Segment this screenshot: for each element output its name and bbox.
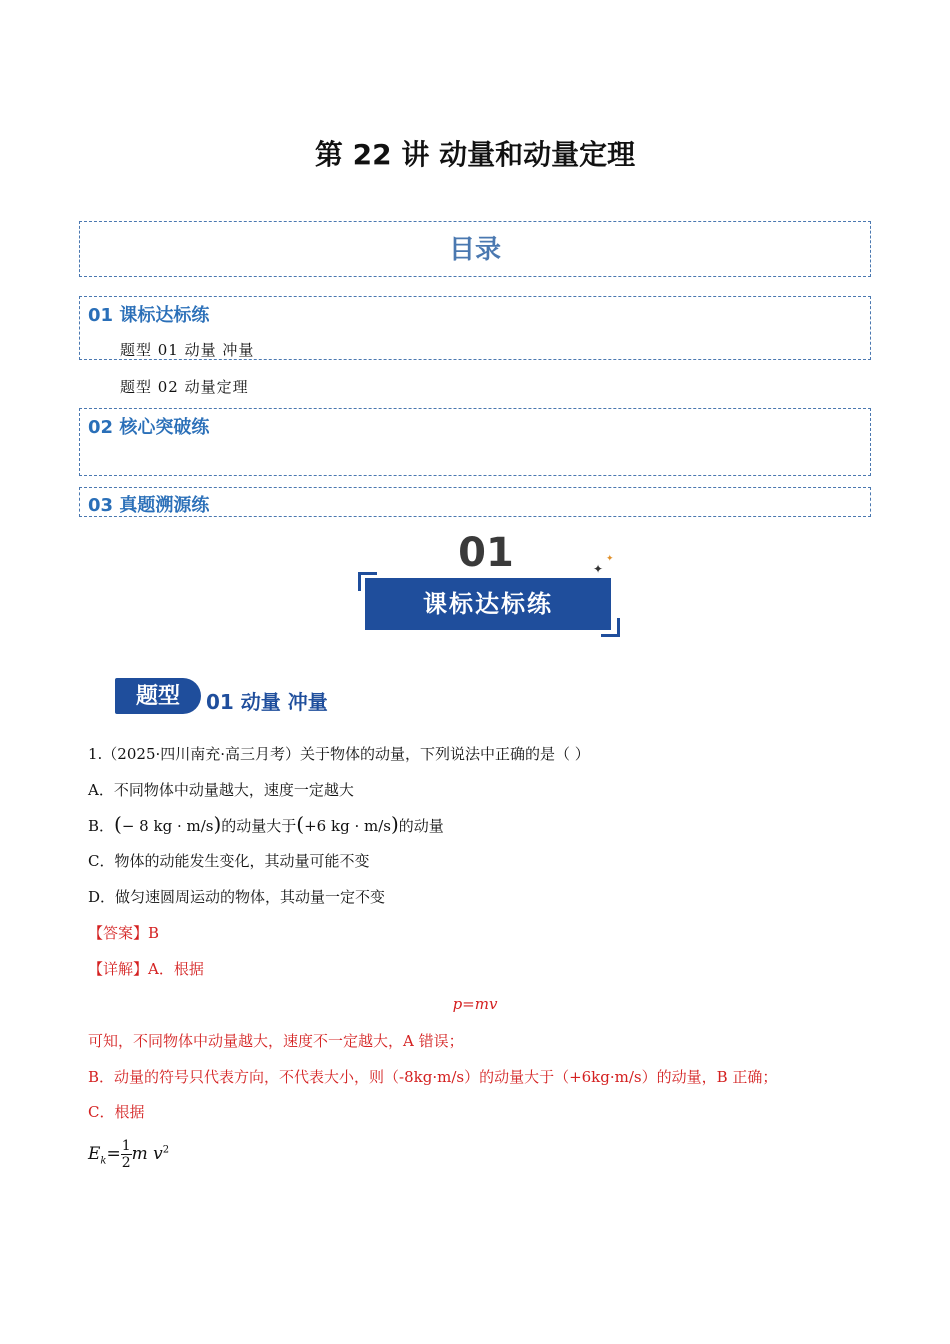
bracket-decoration (601, 618, 620, 637)
toc-item-type-02[interactable]: 题型 02 动量定理 (120, 378, 249, 396)
section-banner (355, 530, 625, 640)
answer-line: 【答案】B (88, 924, 160, 942)
explanation-c: C．根据 (88, 1103, 145, 1121)
detail-line: 【详解】A．根据 (88, 960, 204, 978)
toc-heading: 目录 (79, 221, 871, 277)
option-a: A．不同物体中动量越大，速度一定越大 (88, 781, 354, 799)
question-stem: 1.（2025·四川南充·高三月考）关于物体的动量，下列说法中正确的是（ ） (88, 745, 590, 763)
option-b-middle: 的动量大于 (221, 817, 297, 835)
type-badge: 题型 (115, 678, 201, 714)
option-b-suffix: 的动量 (398, 817, 444, 835)
banner-label: 课标达标练 (365, 578, 611, 630)
explanation-a: 可知，不同物体中动量越大，速度不一定越大，A 错误； (88, 1032, 464, 1050)
option-b-prefix: B． (88, 817, 115, 835)
toc-section-2-title[interactable]: 02 核心突破练 (88, 417, 210, 438)
banner-number: 01 (458, 530, 514, 576)
option-c: C．物体的动能发生变化，其动量可能不变 (88, 852, 370, 870)
toc-item-type-01[interactable]: 题型 01 动量 冲量 (120, 341, 255, 359)
sparkle-icon: ✦ (606, 554, 614, 564)
document-title: 第 22 讲 动量和动量定理 (314, 138, 636, 171)
toc-section-3-title[interactable]: 03 真题溯源练 (88, 495, 210, 516)
toc-section-1-title[interactable]: 01 课标达标练 (88, 305, 210, 326)
fraction-half: $\frac{1}{2}$ (121, 1138, 131, 1171)
toc-section-2 (79, 408, 871, 476)
momentum-formula: p=mv (452, 995, 498, 1013)
kinetic-energy-formula: $E_k=$ $\frac{1}{2}$ m $v^2$ (88, 1138, 170, 1171)
option-d: D．做匀速圆周运动的物体，其动量一定不变 (88, 888, 386, 906)
sparkle-icon: ✦ (593, 562, 604, 576)
option-b-value-1: − 8 kg · m/s (121, 817, 214, 835)
option-b: B．(− 8 kg · m/s)的动量大于(+6 kg · m/s)的动量 (88, 812, 444, 836)
type-section-title: 01 动量 冲量 (206, 690, 328, 714)
option-b-value-2: +6 kg · m/s (304, 817, 391, 835)
toc-section-3 (79, 487, 871, 517)
explanation-b: B．动量的符号只代表方向，不代表大小，则（-8kg·m/s）的动量大于（+6kg·m/s）的动量，B 正确； (88, 1068, 778, 1086)
